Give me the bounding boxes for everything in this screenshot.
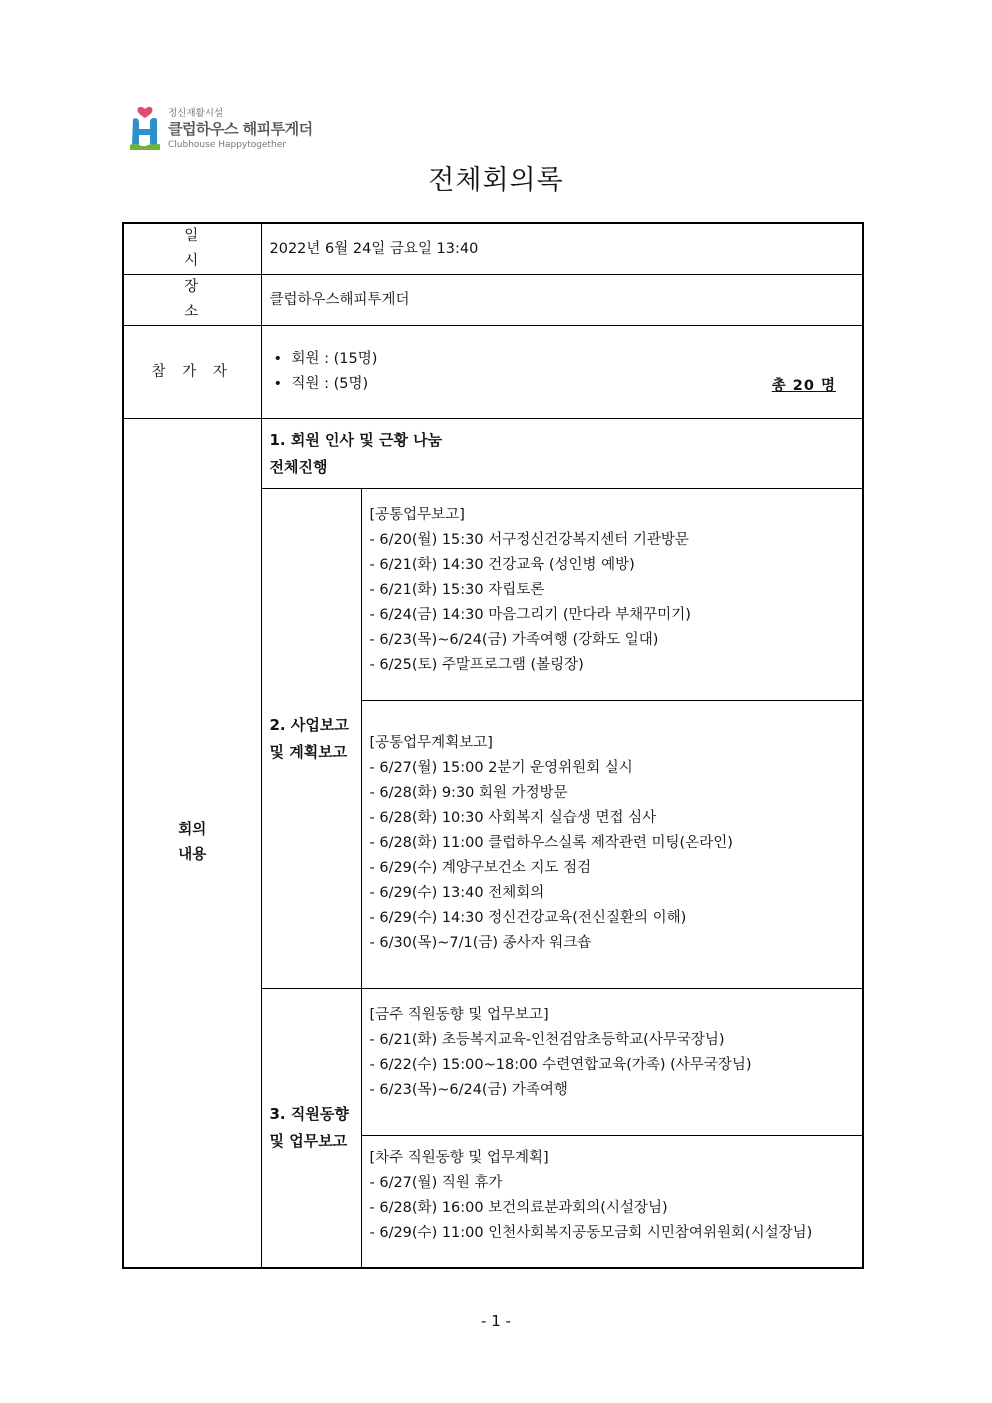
section3-report-list: [370, 1028, 855, 1103]
section3-report-cell: [361, 989, 863, 1136]
section1-sub: 전체진행: [269, 457, 328, 476]
section2-plan-cell: [361, 701, 863, 989]
date-label: 일 시: [123, 223, 261, 275]
section2-title-line1: 2. 사업보고: [269, 715, 349, 734]
list-item: - 6/29(수) 계양구보건소 지도 점검: [370, 856, 855, 881]
logo-h-icon: [128, 105, 162, 151]
list-item: - 6/23(목)~6/24(금) 가족여행 (강화도 일대): [370, 628, 855, 653]
attendees-list: [270, 347, 855, 397]
section1-row: [123, 419, 863, 489]
list-item: - 6/28(화) 9:30 회원 가정방문: [370, 781, 855, 806]
date-value: 2022년 6월 24일 금요일 13:40: [261, 223, 863, 275]
list-item: - 6/28(화) 10:30 사회복지 실습생 면접 심사: [370, 806, 855, 831]
minutes-table: [122, 222, 864, 1269]
section3-title-line2: 및 업무보고: [269, 1131, 348, 1150]
list-item: - 6/20(월) 15:30 서구정신건강복지센터 기관방문: [370, 528, 855, 553]
attendees-staff: • 직원 : (5명): [274, 372, 855, 397]
section1-cell: [261, 419, 863, 489]
place-label: 장 소: [123, 275, 261, 326]
logo-name: 클럽하우스 해피투게더: [168, 120, 313, 138]
section3-plan-cell: [361, 1136, 863, 1268]
section3-title-cell: [261, 989, 361, 1268]
section2-report-list: [370, 528, 855, 678]
content-label: [123, 419, 261, 1268]
list-item: - 6/21(화) 초등복지교육-인천검암초등학교(사무국장님): [370, 1028, 855, 1053]
attendees-label: 참 가 자: [123, 326, 261, 419]
attendees-total: 총 20 명: [771, 378, 836, 394]
list-item: - 6/27(월) 15:00 2분기 운영위원회 실시: [370, 756, 855, 781]
page-number: - 1 -: [481, 1312, 511, 1330]
content-label-line1: 회의: [178, 821, 207, 838]
place-row: [123, 275, 863, 326]
section3-title-line1: 3. 직원동향: [269, 1104, 349, 1123]
section3-plan-list: [370, 1171, 855, 1246]
date-row: [123, 223, 863, 275]
section2-title-line2: 및 계획보고: [269, 742, 348, 761]
list-item: - 6/22(수) 15:00~18:00 수련연합교육(가족) (사무국장님): [370, 1053, 855, 1078]
section1-title: 1. 회원 인사 및 근황 나눔: [269, 430, 443, 449]
logo-subtitle: 정신재활시설: [168, 108, 224, 119]
attendees-value: [261, 326, 863, 419]
list-item: - 6/25(토) 주말프로그램 (볼링장): [370, 653, 855, 678]
list-item: - 6/24(금) 14:30 마음그리기 (만다라 부채꾸미기): [370, 603, 855, 628]
section2-plan-heading: [공통업무계획보고]: [369, 735, 493, 751]
list-item: - 6/21(화) 14:30 건강교육 (성인병 예방): [370, 553, 855, 578]
list-item: - 6/23(목)~6/24(금) 가족여행: [370, 1078, 855, 1103]
section2-report-cell: [361, 489, 863, 701]
attendees-row: [123, 326, 863, 419]
content-label-line2: 내용: [178, 846, 207, 863]
logo-english-name: Clubhouse Happytogether: [168, 140, 286, 150]
document-title: 전체회의록: [428, 165, 564, 196]
list-item: - 6/29(수) 13:40 전체회의: [370, 881, 855, 906]
list-item: - 6/27(월) 직원 휴가: [370, 1171, 855, 1196]
list-item: - 6/28(화) 16:00 보건의료분과회의(시설장님): [370, 1196, 855, 1221]
clubhouse-logo: [128, 103, 328, 155]
list-item: - 6/21(화) 15:30 자립토론: [370, 578, 855, 603]
section3-report-heading: [금주 직원동향 및 업무보고]: [369, 1007, 549, 1023]
attendees-members: • 회원 : (15명): [274, 347, 855, 372]
list-item: - 6/29(수) 11:00 인천사회복지공동모금회 시민참여위원회(시설장님): [370, 1221, 855, 1246]
section2-report-heading: [공통업무보고]: [369, 507, 465, 523]
list-item: - 6/30(목)~7/1(금) 종사자 워크숍: [370, 931, 855, 956]
place-value: 클럽하우스해피투게더: [261, 275, 863, 326]
section2-plan-list: [370, 756, 855, 956]
section2-title-cell: [261, 489, 361, 989]
list-item: - 6/29(수) 14:30 정신건강교육(전신질환의 이해): [370, 906, 855, 931]
section3-plan-heading: [차주 직원동향 및 업무계획]: [369, 1150, 549, 1166]
list-item: - 6/28(화) 11:00 클럽하우스실록 제작관련 미팅(온라인): [370, 831, 855, 856]
